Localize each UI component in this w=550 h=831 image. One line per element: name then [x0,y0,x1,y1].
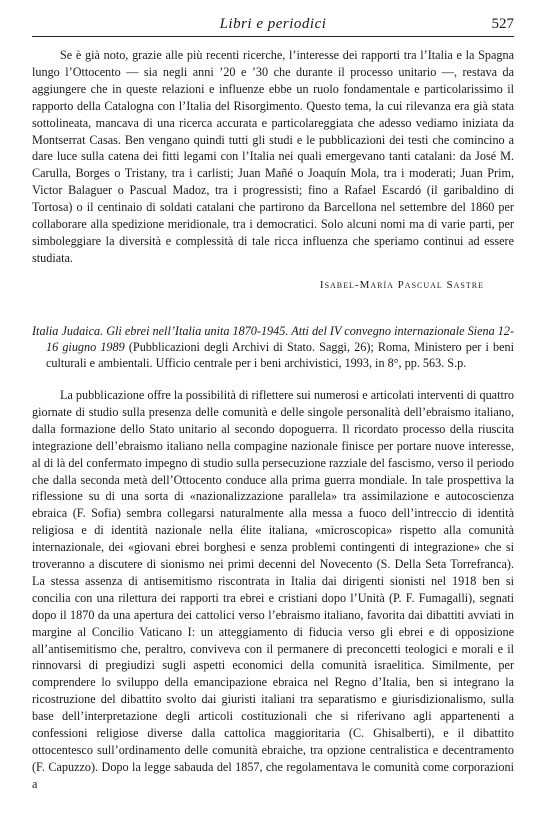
header-title: Libri e periodici [219,16,327,32]
running-header [32,14,514,37]
book-citation: (Pubblicazioni degli Archivi di Stato. Saggi, 26); Roma, Ministero per i beni culturali e ambientali. Ufficio centrale per i beni archivistici, 1993, in 8°, pp. 563. S.p. [46,339,514,370]
page-number: 527 [491,16,514,32]
review-paragraph-italia-judaica: La pubblicazione offre la possibilità di riflettere sui numerosi e articolati interventi di quattro giornate di studio sulla presenza delle comunità e delle singole personalità dell’ebraismo italiano, dalla formazione dello Stato unitario al secondo dopoguerra. Il ricordato processo della riuscita integrazione dell’ebraismo italiano nella compagine nazionale finisce per portare nuove interesse, al di là del confermato impegno di studio sulla persecuzione razziale del fascismo, verso il periodo che dalla seconda metà dell’Ottocento conduce alla prima guerra mondiale. In tale prospettiva la riflessione su di una sorta di «nazionalizzazione parallela» tra assimilazione e autocoscienza ebraica (F. Sofia) sembra collegarsi naturalmente alla messa a fuoco dell’intreccio di identità religiosa e di identità nazionale nella élite italiana, «microscopica» rispetto alla comunità internazionale, dei «giovani ebrei borghesi e senza problemi contingenti di integrazione» che si troveranno a discutere di sionismo nei primi decenni del Novecento (S. Della Seta Torrefranca). La stessa assenza di antisemitismo riscontrata in Italia dai dirigenti sionisti nel 1918 ben si concilia con una rilettura dei rapporti tra ebrei e cristiani dopo l’Unità (P. F. Fumagalli), segnati dopo il 1870 da una apertura dei cattolici verso l’ebraismo italiano, favorita dai dibattiti avviati in margine al Concilio Vaticano I: un atteggiamento di fiducia verso gli ebrei e di opposizione all’antisemitismo che, peraltro, conviveva con il permanere di preconcetti teologici e morali e il rinnovarsi di pregiudizi sugli aspetti economici della comunità israelitica. Similmente, per comprendere lo sviluppo della emancipazione ebraica nel Regno d’Italia, ben si integrano la ricostruzione del dibattito svolto dai giuristi italiani tra separatismo e giurisdizionalismo, sulla base dell’interpretazione degli articoli costituzionali che si riferivano agli appartenenti a confessioni religiose diverse dalla cattolica maggioritaria (C. Ghisalberti), e il dibattito ottocentesco sull’ordinamento delle comunità ebraiche, tra opzione centralistica e decentramento (F. Capuzzo). Dopo la legge sabauda del 1857, che regolamentava le comunità come corporazioni a [32,387,514,791]
review-signature: Isabel-María Pascual Sastre [319,278,484,291]
book-title: Italia Judaica. Gli ebrei nell’Italia unita 1870-1945. Atti del IV convegno internazionale Siena 12-16 giugno 1989 [32,323,514,354]
review-paragraph-catalogna: Se è già noto, grazie alle più recenti ricerche, l’interesse dei rapporti tra l’Italia e la Spagna lungo l’Ottocento — sia negli anni ’20 e ’30 che durante il processo unitario —, restava da aggiungere che in queste relazioni e influenze ebbe un ruolo fondamentale e particolarissimo il rapporto della Catalogna con l’Italia del Risorgimento. Questo tema, la cui rilevanza era già stata sottolineata, mancava di una ricerca accurata e particolareggiata che adesso vediamo iniziata da Montserrat Casas. Ben vengano quindi tutti gli studi e le pubblicazioni dei testi che comincino a dare luce sulla catena dei fitti legami con l’Italia nei quali emergevano tanti catalani: da José M. Carulla, Borges o Tristany, tra i carlisti; Juan Mañé o Joaquín Mola, tra i moderati; Juan Prim, Victor Balaguer o Pascual Madoz, tra i progressisti; fino a Rafael Escardó (il garibaldino di Tortosa) o il centinaio di soldati catalani che partirono da Barcellona nel settembre del 1860 per collaborare alla spedizione meridionale, tra i democratici. Solo alcuni nomi ma di varie parti, per simboleggiare la diversità e complessità di tale ricca influenza che speriamo continui ad essere studiata. [32,48,514,265]
review-bibliographic-heading [32,323,514,371]
